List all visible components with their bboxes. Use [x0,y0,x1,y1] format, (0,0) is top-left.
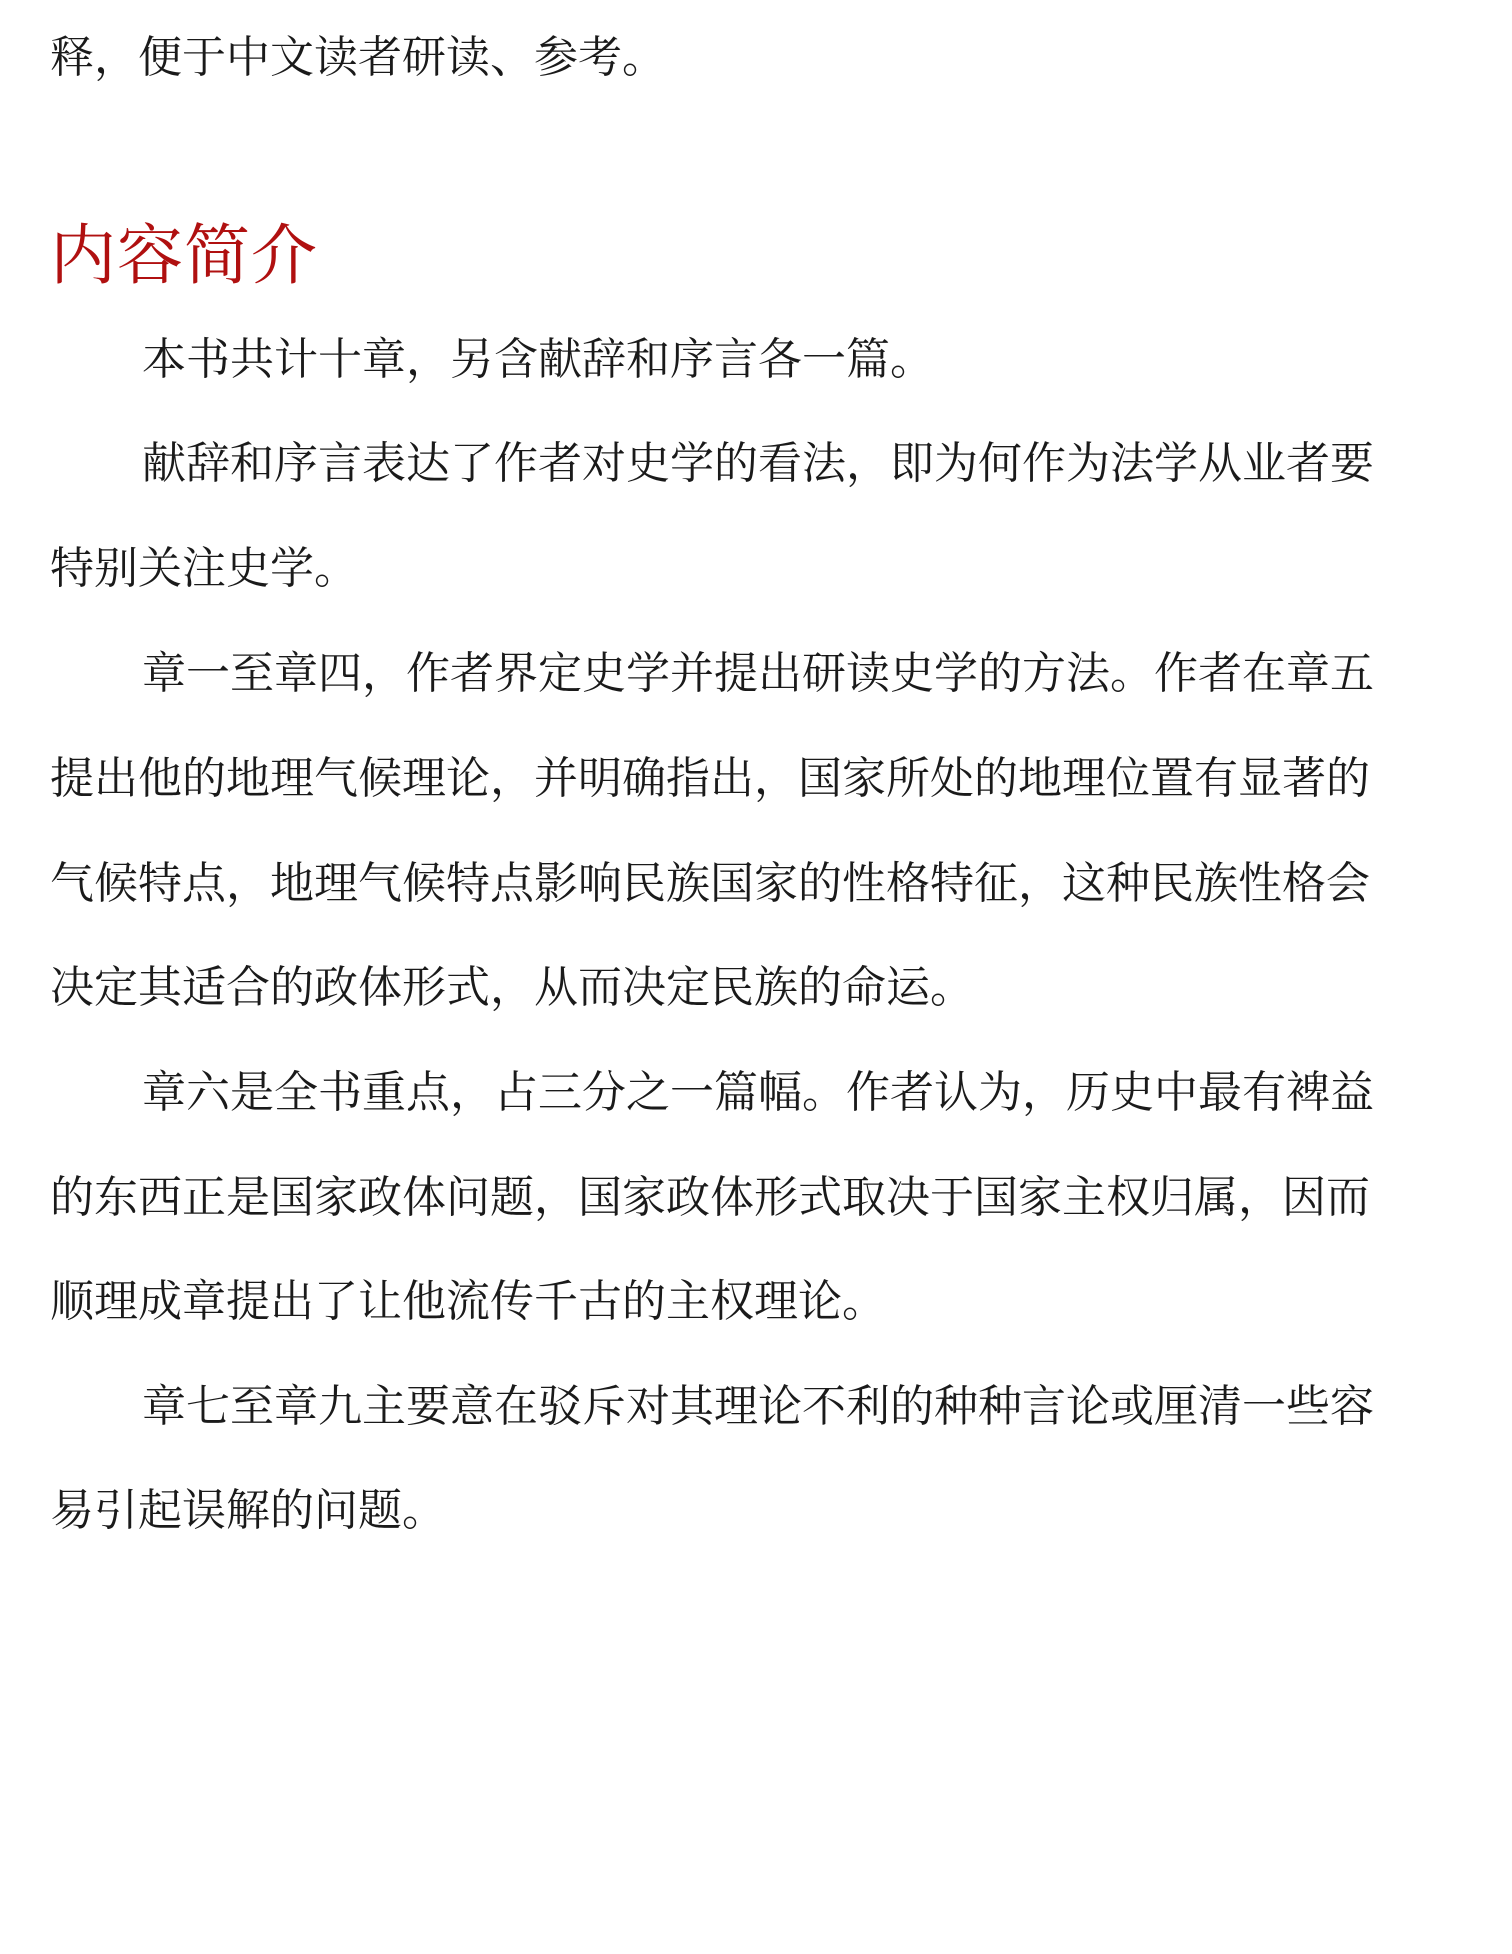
paragraph-4-line-1: 章六是全书重点，占三分之一篇幅。作者认为，历史中最有裨益 [142,1067,1374,1118]
continued-text-line: 释，便于中文读者研读、参考。 [50,32,666,83]
paragraph-5-line-1: 章七至章九主要意在驳斥对其理论不利的种种言论或厘清一些容 [142,1381,1374,1432]
paragraph-4-line-2: 的东西正是国家政体问题，国家政体形式取决于国家主权归属，因而 [50,1172,1370,1223]
paragraph-3-line-1: 章一至章四，作者界定史学并提出研读史学的方法。作者在章五 [142,648,1374,699]
paragraph-2-line-2: 特别关注史学。 [50,543,358,594]
paragraph-3-line-4: 决定其适合的政体形式，从而决定民族的命运。 [50,962,974,1013]
section-heading: 内容简介 [50,217,318,294]
paragraph-2-line-1: 献辞和序言表达了作者对史学的看法，即为何作为法学从业者要 [142,438,1374,489]
paragraph-4-line-3: 顺理成章提出了让他流传千古的主权理论。 [50,1276,886,1327]
paragraph-3-line-2: 提出他的地理气候理论，并明确指出，国家所处的地理位置有显著的 [50,753,1370,804]
paragraph-3-line-3: 气候特点，地理气候特点影响民族国家的性格特征，这种民族性格会 [50,858,1370,909]
paragraph-1-line-1: 本书共计十章，另含献辞和序言各一篇。 [142,334,934,385]
paragraph-5-line-2: 易引起误解的问题。 [50,1485,446,1536]
